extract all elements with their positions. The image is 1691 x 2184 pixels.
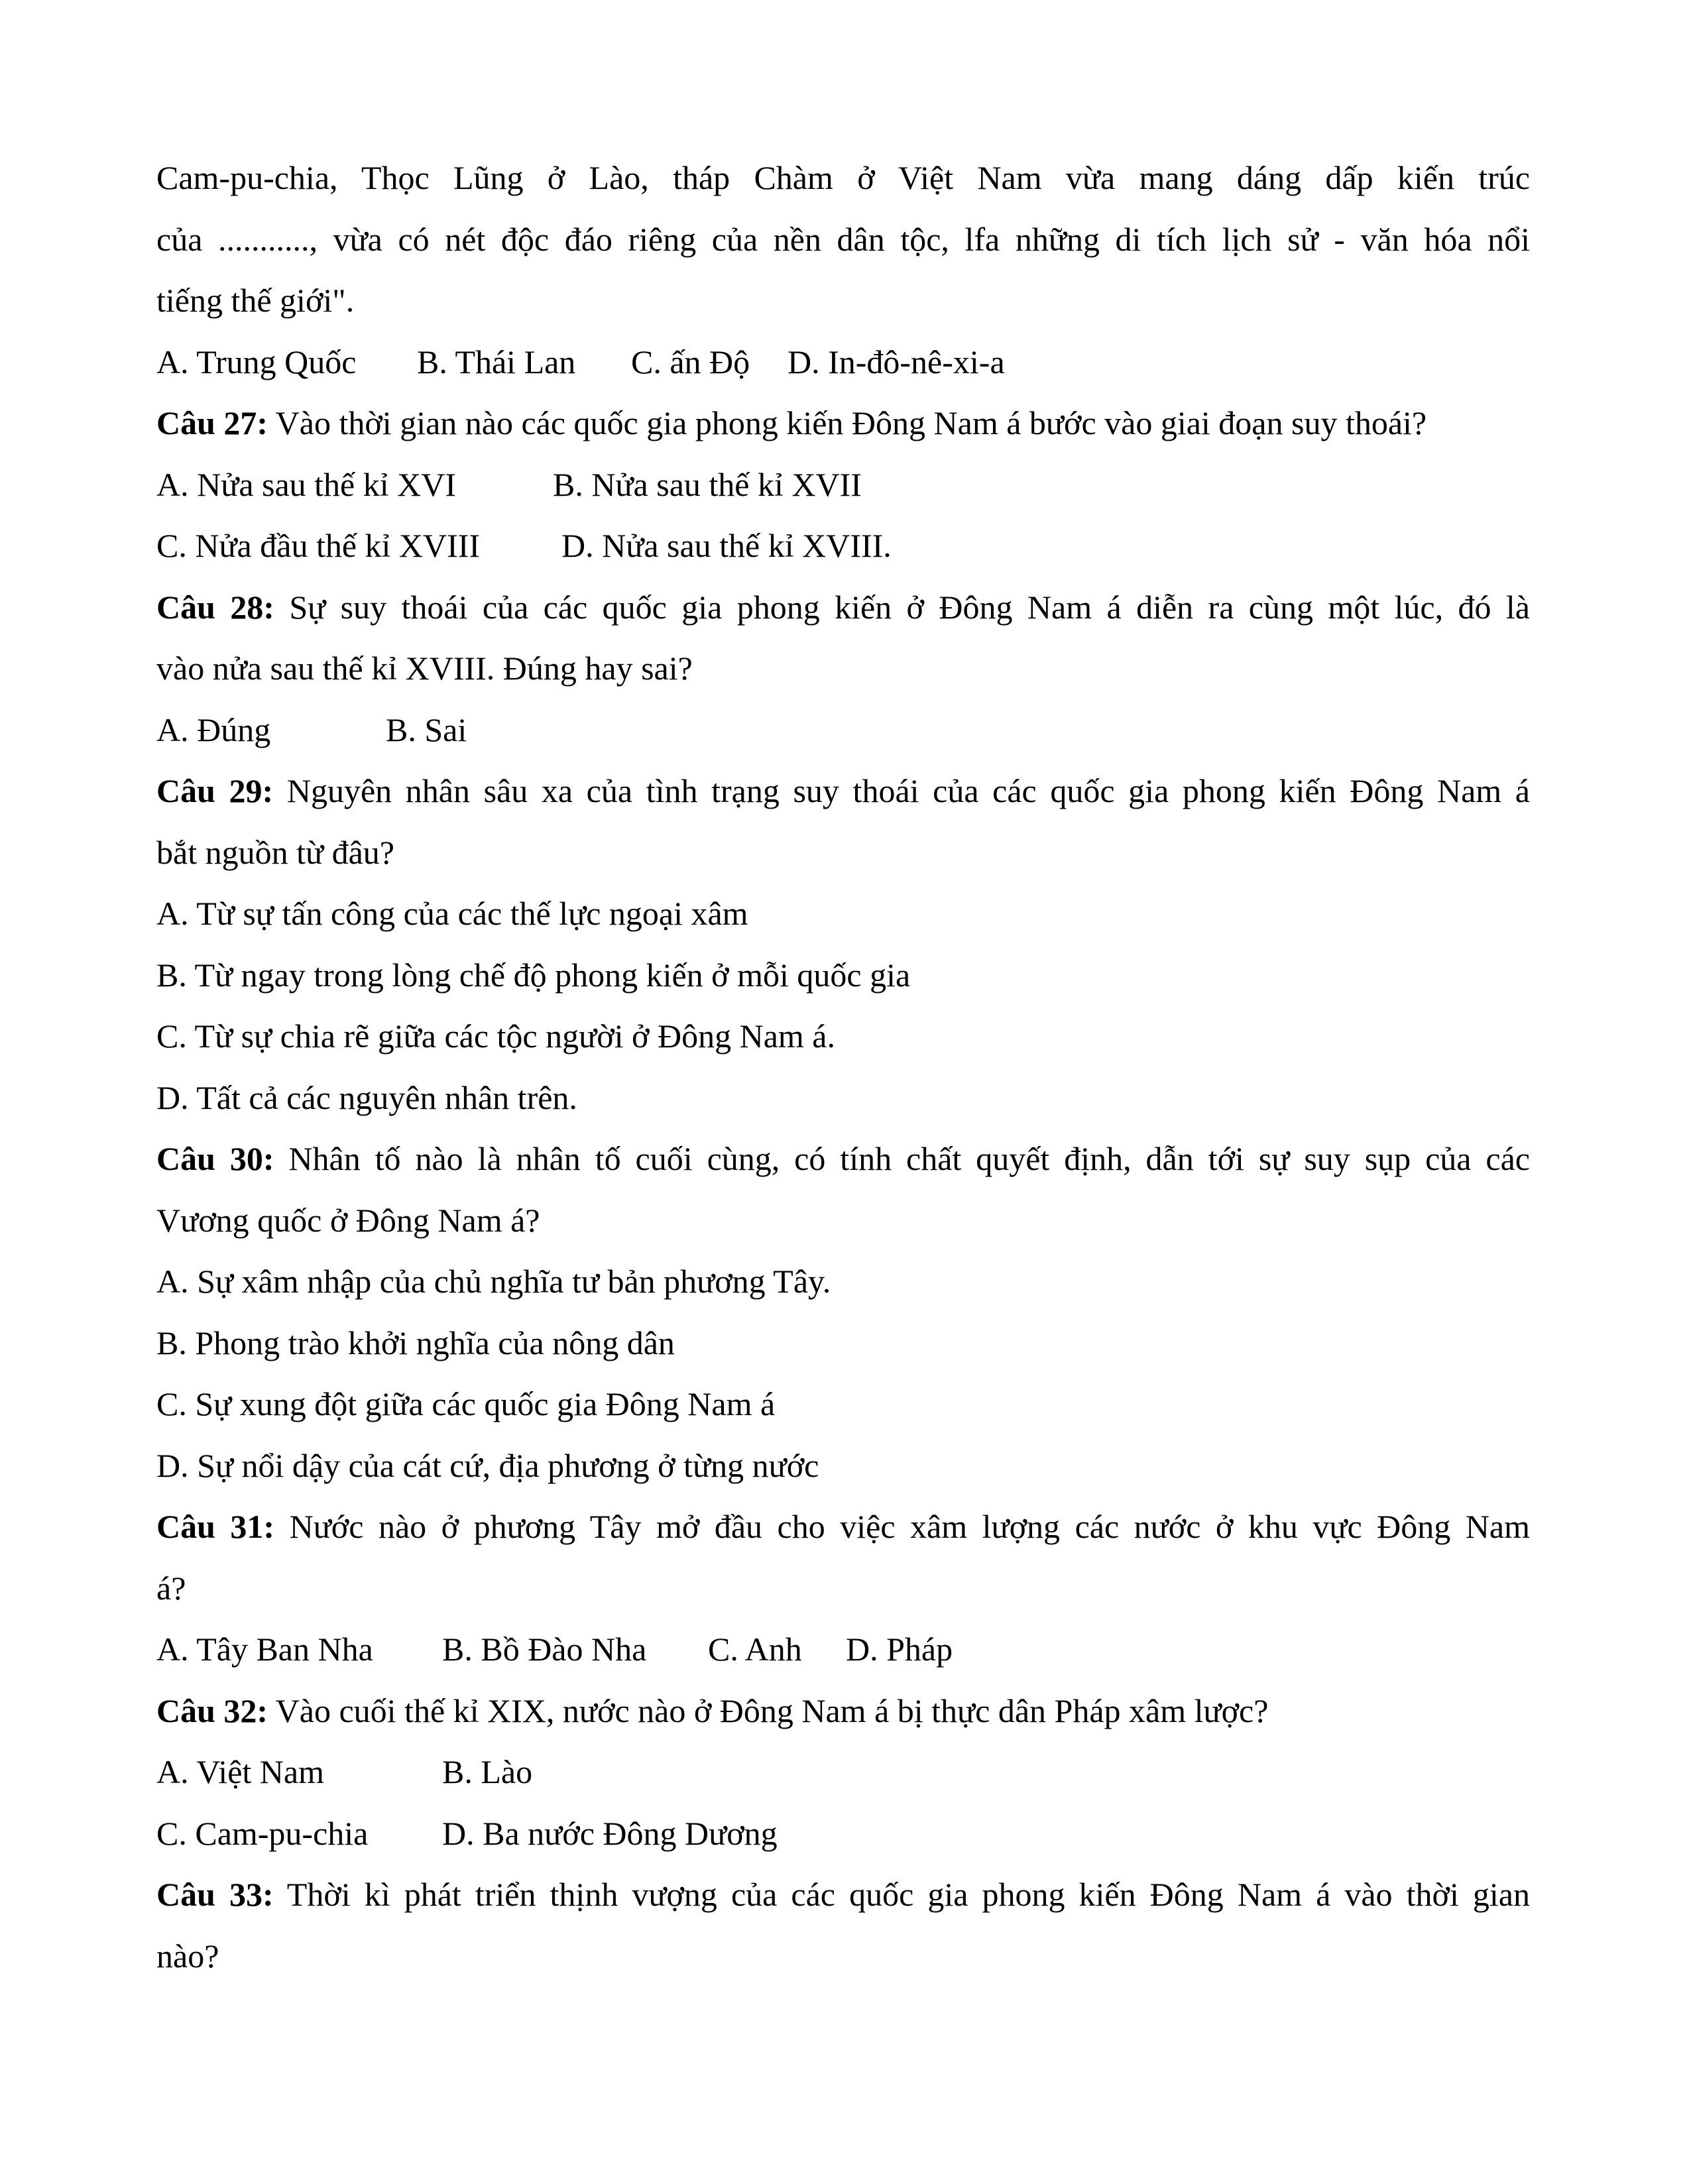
question-30-option-d: D. Sự nổi dậy của cát cứ, địa phương ở từng nước <box>156 1446 819 1484</box>
question-28-text-2: vào nửa sau thế kỉ XVIII. Đúng hay sai? <box>156 650 693 687</box>
question-32-options-cd <box>156 1803 1530 1865</box>
question-31-options <box>156 1619 1530 1680</box>
question-30-option-c: C. Sự xung đột giữa các quốc gia Đông Nam á <box>156 1385 776 1422</box>
question-27-label: Câu 27: <box>156 404 268 441</box>
intro-line-1: Cam-pu-chia, Thọc Lũng ở Lào, tháp Chàm ở Việt Nam vừa mang dáng dấp kiến trúc <box>156 159 1530 196</box>
question-33 <box>156 1864 1530 1925</box>
question-32-option-b: B. Lào <box>442 1753 533 1790</box>
question-31 <box>156 1496 1530 1558</box>
question-30-option-b: B. Phong trào khởi nghĩa của nông dân <box>156 1324 675 1361</box>
intro-option-c: C. ấn Độ <box>631 343 750 380</box>
intro-options <box>156 331 1530 393</box>
question-29-text-2: bắt nguồn từ đâu? <box>156 833 394 871</box>
question-31-label: Câu 31: <box>156 1508 275 1545</box>
question-27-option-a: A. Nửa sau thế kỉ XVI <box>156 465 457 503</box>
question-31-text-1: Nước nào ở phương Tây mở đầu cho việc xâm lượng các nước ở khu vực Đông Nam <box>274 1508 1530 1545</box>
question-30-label: Câu 30: <box>156 1140 274 1177</box>
intro-option-d: D. In-đô-nê-xi-a <box>787 343 1005 380</box>
question-30-text-1: Nhân tố nào là nhân tố cuối cùng, có tính chất quyết định, dẫn tới sự suy sụp của các <box>274 1140 1530 1177</box>
question-33-text-2: nào? <box>156 1937 219 1975</box>
question-32-label: Câu 32: <box>156 1692 268 1729</box>
question-31-option-b: B. Bồ Đào Nha <box>442 1631 647 1668</box>
question-32-option-a: A. Việt Nam <box>156 1753 324 1790</box>
question-28-option-a: A. Đúng <box>156 711 271 748</box>
question-27-text: Vào thời gian nào các quốc gia phong kiến Đông Nam á bước vào giai đoạn suy thoái? <box>268 404 1427 441</box>
question-28-label: Câu 28: <box>156 588 274 626</box>
question-29-text-1: Nguyên nhân sâu xa của tình trạng suy thoái của các quốc gia phong kiến Đông Nam á <box>273 772 1530 809</box>
intro-option-b: B. Thái Lan <box>417 343 576 380</box>
question-30 <box>156 1128 1530 1190</box>
question-32-text: Vào cuối thế kỉ XIX, nước nào ở Đông Nam á bị thực dân Pháp xâm lược? <box>268 1692 1269 1729</box>
question-32 <box>156 1680 1530 1742</box>
intro-line-2: của ..........., vừa có nét độc đáo riêng của nền dân tộc, lfa những di tích lịch sử - văn hóa nổi <box>156 220 1530 258</box>
question-28-options <box>156 699 1530 761</box>
question-30-text-2: Vương quốc ở Đông Nam á? <box>156 1201 540 1239</box>
question-28-option-b: B. Sai <box>386 711 467 748</box>
document-page <box>156 147 1530 1986</box>
question-29-option-c: C. Từ sự chia rẽ giữa các tộc người ở Đông Nam á. <box>156 1017 835 1055</box>
question-29-label: Câu 29: <box>156 772 274 809</box>
question-27-option-b: B. Nửa sau thế kỉ XVII <box>553 465 862 503</box>
intro-option-a: A. Trung Quốc <box>156 343 357 380</box>
question-28 <box>156 577 1530 638</box>
question-31-option-d: D. Pháp <box>846 1631 953 1668</box>
question-29-option-b: B. Từ ngay trong lòng chế độ phong kiến ở mỗi quốc gia <box>156 956 911 994</box>
question-29 <box>156 760 1530 822</box>
question-27 <box>156 392 1530 454</box>
question-30-option-a: A. Sự xâm nhập của chủ nghĩa tư bản phương Tây. <box>156 1263 831 1300</box>
question-31-text-2: á? <box>156 1569 186 1607</box>
question-27-options-ab <box>156 454 1530 516</box>
question-29-option-a: A. Từ sự tấn công của các thế lực ngoại xâm <box>156 895 748 932</box>
question-27-options-cd <box>156 515 1530 577</box>
question-33-label: Câu 33: <box>156 1876 274 1913</box>
question-32-option-d: D. Ba nước Đông Dương <box>442 1814 778 1852</box>
question-32-option-c: C. Cam-pu-chia <box>156 1814 369 1852</box>
question-32-options-ab <box>156 1741 1530 1803</box>
question-31-option-a: A. Tây Ban Nha <box>156 1631 373 1668</box>
question-33-text-1: Thời kì phát triển thịnh vượng của các quốc gia phong kiến Đông Nam á vào thời gian <box>273 1876 1530 1913</box>
question-28-text-1: Sự suy thoái của các quốc gia phong kiến ở Đông Nam á diễn ra cùng một lúc, đó là <box>274 588 1530 626</box>
question-31-option-c: C. Anh <box>708 1631 802 1668</box>
question-27-option-d: D. Nửa sau thế kỉ XVIII. <box>561 527 892 564</box>
question-27-option-c: C. Nửa đầu thế kỉ XVIII <box>156 527 481 564</box>
question-29-option-d: D. Tất cả các nguyên nhân trên. <box>156 1078 577 1116</box>
intro-line-3: tiếng thế giới". <box>156 282 355 319</box>
